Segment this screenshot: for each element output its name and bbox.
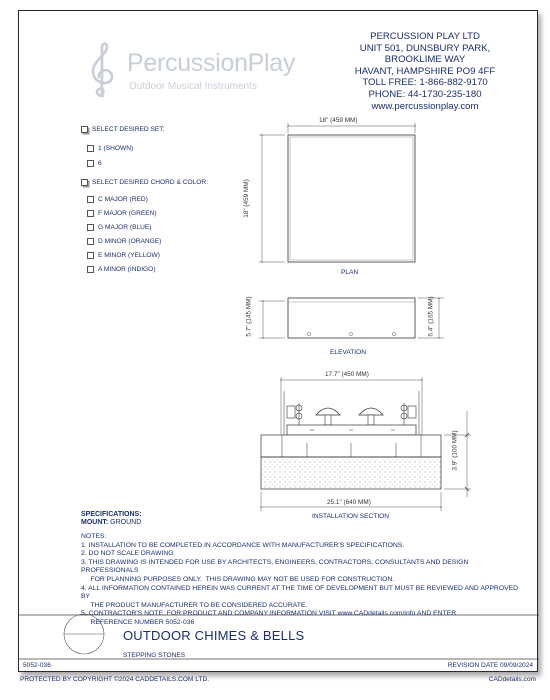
notes-block <box>81 533 521 628</box>
notes-title: NOTES: <box>81 533 107 540</box>
drawing-subtitle: STEPPING STONES <box>123 652 186 659</box>
chord-option-label: F MAJOR (GREEN) <box>98 210 157 217</box>
note-line: 5. CONTRACTOR'S NOTE: FOR PRODUCT AND COMPANY INFORMATION VISIT www.CADdetails.com/info AND ENTER <box>81 610 457 618</box>
note-line: FOR PLANNING PURPOSES ONLY. THIS DRAWING MAY NOT BE USED FOR CONSTRUCTION. <box>81 575 395 583</box>
company-website[interactable]: www.percussionplay.com <box>371 100 479 112</box>
set-option-label: 6 <box>98 160 102 167</box>
chord-option-label: D MINOR (ORANGE) <box>98 238 162 245</box>
chord-option-label: G MAJOR (BLUE) <box>98 224 152 231</box>
mount-label: MOUNT: <box>81 519 109 526</box>
note-line: REFERENCE NUMBER 5052-036 <box>81 618 195 626</box>
elevation-right-dim: 6.4" (165 MM) <box>427 296 435 337</box>
note-line: 2. DO NOT SCALE DRAWING <box>81 550 174 558</box>
company-line: PHONE: 44-1730-235-180 <box>368 88 482 100</box>
installation-label: INSTALLATION SECTION <box>312 513 390 520</box>
installation-bottom-dim: 25.1" (640 MM) <box>327 499 371 506</box>
logo-name: PercussionPlay <box>127 49 296 77</box>
drawing-sheet <box>18 10 538 672</box>
elevation-view <box>259 298 444 338</box>
company-line: BROOKLIME WAY <box>384 54 466 66</box>
company-line: HAVANT, HAMPSHIRE PO9 4FF <box>354 65 496 77</box>
chord-option-label: E MINOR (YELLOW) <box>98 252 160 259</box>
plan-height-dim: 18" (459 MM) <box>242 179 250 218</box>
installation-section <box>261 377 471 511</box>
company-line: UNIT 501, DUNSBURY PARK, <box>359 42 491 54</box>
plan-label: PLAN <box>341 269 359 276</box>
reference-number: 5052-036 <box>23 662 51 669</box>
elevation-left-dim: 5.7" (145 MM) <box>245 296 253 337</box>
chord-option-label: C MAJOR (RED) <box>98 196 148 203</box>
elevation-label: ELEVATION <box>330 349 367 356</box>
note-line: THE PRODUCT MANUFACTURER TO BE CONSIDERED ACCURATE. <box>81 601 308 609</box>
note-line: 3. THIS DRAWING IS INTENDED FOR USE BY ARCHITECTS, ENGINEERS, CONTRACTORS, CONSULTANTS AND DESIGN PROFESSIONALS <box>81 558 469 575</box>
copyright-notice: PROTECTED BY COPYRIGHT ©2024 CADDETAILS.COM LTD. <box>20 676 210 683</box>
set-option-label: 1 (SHOWN) <box>98 145 134 152</box>
chord-heading-label: SELECT DESIRED CHORD & COLOR: <box>92 179 209 186</box>
set-heading-label: SELECT DESIRED SET: <box>92 126 165 133</box>
installation-top-dim: 17.7" (450 MM) <box>325 371 369 378</box>
note-line: 4. ALL INFORMATION CONTAINED HEREIN WAS CURRENT AT THE TIME OF DEVELOPMENT BUT MUST BE REVIEWED AND APPROVED BY <box>81 584 519 601</box>
mount-value: GROUND <box>110 519 142 526</box>
revision-date: REVISION DATE 09/09/2024 <box>447 662 533 669</box>
plan-width-dim: 18" (459 MM) <box>319 117 358 124</box>
note-line: 1. INSTALLATION TO BE COMPLETED IN ACCORDANCE WITH MANUFACTURER'S SPECIFICATIONS. <box>81 541 405 549</box>
specifications-heading: SPECIFICATIONS: <box>81 511 142 518</box>
company-line: TOLL FREE: 1-866-882-9170 <box>362 77 488 89</box>
specification-mount <box>81 519 141 526</box>
company-line: PERCUSSION PLAY LTD <box>370 31 480 42</box>
logo-tagline: Outdoor Musical Instruments <box>129 81 257 92</box>
installation-right-dim: 3.9" (100 MM) <box>451 430 459 471</box>
caddetails-link[interactable]: CADdetails.com <box>488 676 536 683</box>
chord-option-label: A MINOR (INDIGO) <box>98 266 156 273</box>
plan-view <box>259 123 415 262</box>
drawing-title: OUTDOOR CHIMES & BELLS <box>123 628 305 643</box>
